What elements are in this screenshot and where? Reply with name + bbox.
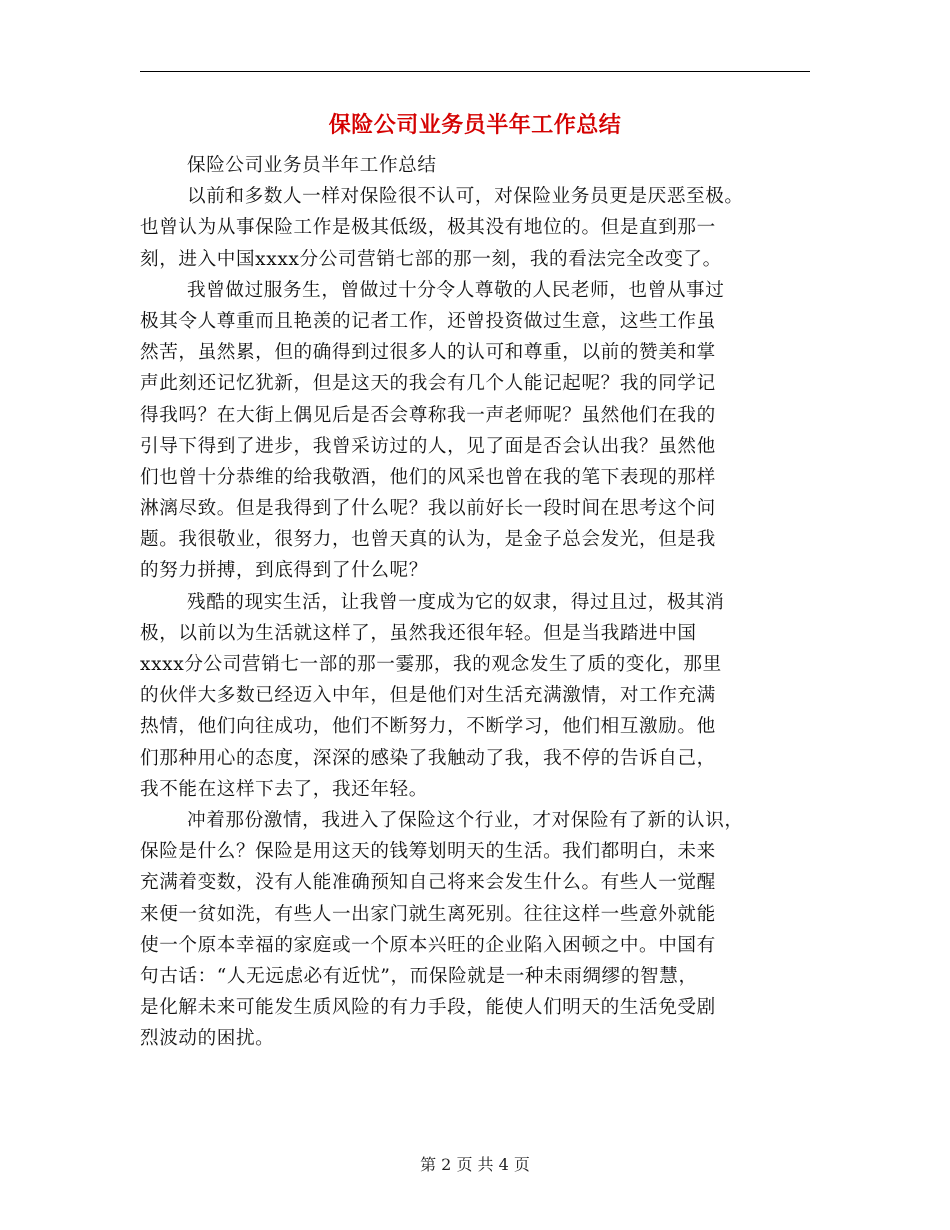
text-line: 们那种用心的态度，深深的感染了我触动了我，我不停的告诉自己，: [140, 747, 716, 769]
text-line: 我曾做过服务生，曾做过十分令人尊敬的人民老师，也曾从事过: [187, 279, 725, 301]
text-line: 保险公司业务员半年工作总结: [187, 155, 437, 176]
text-line: 得我吗？在大街上偶见后是否会尊称我一声老师呢？虽然他们在我的: [140, 404, 716, 426]
text-line: 的努力拼搏，到底得到了什么呢？: [140, 560, 428, 582]
text-line: 句古话：“人无远虑必有近忧”，而保险就是一种未雨绸缪的智慧，: [140, 965, 698, 987]
text-line: 我不能在这样下去了，我还年轻。: [140, 778, 428, 800]
text-line: 以前和多数人一样对保险很不认可，对保险业务员更是厌恶至极。: [187, 186, 744, 208]
text-line: 引导下得到了进步，我曾采访过的人，见了面是否会认出我？虽然他: [140, 435, 716, 457]
text-line: 然苦，虽然累，但的确得到过很多人的认可和尊重，以前的赞美和掌: [140, 342, 716, 364]
text-line: 充满着变数，没有人能准确预知自己将来会发生什么。有些人一觉醒: [140, 872, 716, 894]
text-line: 热情，他们向往成功，他们不断努力，不断学习，他们相互激励。他: [140, 716, 716, 738]
paragraph: [140, 181, 812, 275]
text-line: 保险是什么？保险是用这天的钱筹划明天的生活。我们都明白，未来: [140, 841, 716, 863]
text-line: 残酷的现实生活，让我曾一度成为它的奴隶，得过且过，极其消: [187, 591, 725, 613]
text-line: 淋漓尽致。但是我得到了什么呢？我以前好长一段时间在思考这个问: [140, 498, 716, 520]
paragraph: [140, 805, 812, 1055]
text-line: 的伙伴大多数已经迈入中年，但是他们对生活充满激情，对工作充满: [140, 685, 716, 707]
document-title: 保险公司业务员半年工作总结: [328, 112, 622, 138]
page-number-footer: 第 2 页 共 4 页: [420, 1155, 530, 1174]
paragraph-subtitle: [140, 150, 812, 181]
paragraph: [140, 587, 812, 805]
text-line: 也曾认为从事保险工作是极其低级，极其没有地位的。但是直到那一: [140, 217, 716, 239]
text-line: 使一个原本幸福的家庭或一个原本兴旺的企业陷入困顿之中。中国有: [140, 934, 716, 956]
text-line: 们也曾十分恭维的给我敬酒，他们的风采也曾在我的笔下表现的那样: [140, 466, 716, 488]
text-line: 来便一贫如洗，有些人一出家门就生离死别。往往这样一些意外就能: [140, 903, 716, 925]
text-line: xxxx分公司营销七一部的那一霎那，我的观念发生了质的变化，那里: [140, 654, 722, 675]
text-line: 极其令人尊重而且艳羡的记者工作，还曾投资做过生意，这些工作虽: [140, 310, 716, 332]
text-line: 是化解未来可能发生质风险的有力手段，能使人们明天的生活免受剧: [140, 997, 716, 1019]
paragraph: [140, 275, 812, 587]
text-line: 声此刻还记忆犹新，但是这天的我会有几个人能记起呢？我的同学记: [140, 373, 716, 395]
text-line: 烈波动的困扰。: [140, 1028, 275, 1050]
header-rule: [140, 71, 810, 72]
text-line: 刻，进入中国xxxx分公司营销七部的那一刻，我的看法完全改变了。: [140, 248, 722, 270]
document-body: [140, 150, 812, 1054]
text-line: 冲着那份激情，我进入了保险这个行业，才对保险有了新的认识，: [187, 809, 744, 831]
text-line: 题。我很敬业，很努力，也曾天真的认为，是金子总会发光，但是我: [140, 529, 716, 551]
text-line: 极，以前以为生活就这样了，虽然我还很年轻。但是当我踏进中国: [140, 622, 697, 644]
